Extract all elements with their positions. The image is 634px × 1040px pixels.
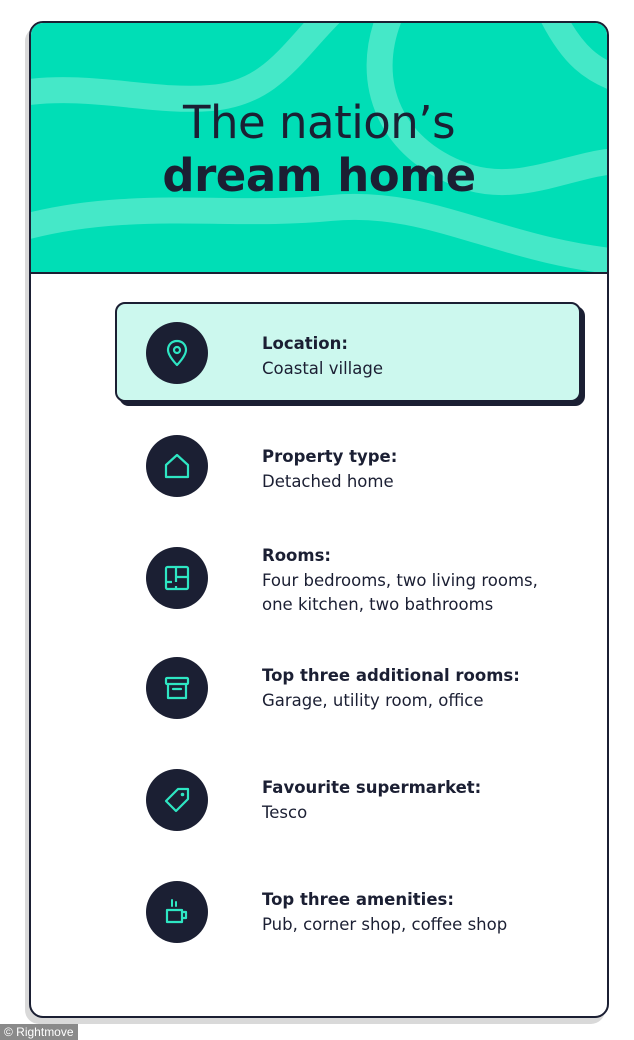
item-value: Coastal village: [262, 359, 383, 378]
item-label: Property type:: [262, 447, 398, 466]
coffee-cup-icon: [146, 881, 208, 943]
storage-box-icon: [146, 657, 208, 719]
item-value-line-1: Four bedrooms, two living rooms,: [262, 571, 538, 590]
list-item-supermarket: [115, 769, 585, 869]
page-title: [31, 97, 607, 203]
item-label: Top three additional rooms:: [262, 666, 520, 685]
card-header: [31, 23, 607, 274]
item-value: Pub, corner shop, coffee shop: [262, 915, 508, 934]
price-tag-icon: [146, 769, 208, 831]
list-item-additional-rooms: [115, 657, 585, 757]
list-item-property-type: [115, 414, 585, 514]
item-label: Rooms:: [262, 546, 331, 565]
item-value: Detached home: [262, 472, 394, 491]
location-pin-icon: [146, 322, 208, 384]
item-label: Top three amenities:: [262, 890, 454, 909]
floorplan-icon: [146, 547, 208, 609]
item-value-line-2: one kitchen, two bathrooms: [262, 595, 494, 614]
item-value: Tesco: [262, 803, 308, 822]
list-item-rooms: [115, 525, 585, 625]
house-icon: [146, 435, 208, 497]
item-label: Location:: [262, 334, 348, 353]
item-value: Garage, utility room, office: [262, 691, 484, 710]
title-line-1: The nation’s: [182, 96, 456, 149]
source-watermark: © Rightmove: [0, 1024, 78, 1040]
list-item-amenities: [115, 881, 585, 981]
dream-home-card: [29, 21, 609, 1018]
item-label: Favourite supermarket:: [262, 778, 482, 797]
list-item-location: [115, 302, 585, 402]
title-line-2: dream home: [162, 149, 476, 202]
